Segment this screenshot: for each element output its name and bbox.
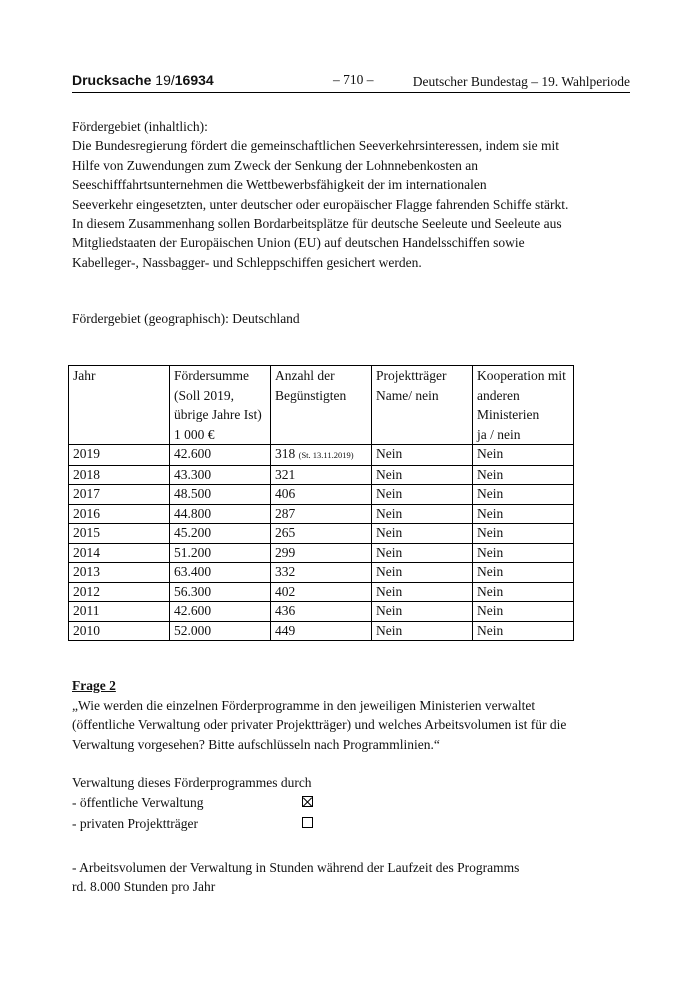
cell-traeger: Nein [372,485,473,505]
paragraph-line: Kabelleger-, Nassbagger- und Schleppschiffen gesichert werden. [72,254,422,270]
paragraph-line: Hilfe von Zuwendungen zum Zweck der Senkung der Lohnnebenkosten an [72,157,479,173]
table-row [69,543,574,563]
paragraph-line: Mitgliedstaaten der Europäischen Union (EU) auf deutschen Handelsschiffen sowie [72,235,525,251]
cell-count: 402 [271,582,372,602]
cell-sum: 56.300 [170,582,271,602]
cell-count: 449 [271,621,372,641]
cell-year: 2010 [69,621,170,641]
cell-traeger: Nein [372,543,473,563]
cell-year: 2012 [69,582,170,602]
question-line: „Wie werden die einzelnen Förderprogramme in den jeweiligen Ministerien verwaltet [72,698,536,713]
cell-kooperation: Nein [473,543,574,563]
table-row [69,465,574,485]
option-private [72,814,322,833]
cell-traeger: Nein [372,602,473,622]
cell-count: 321 [271,465,372,485]
cell-year: 2015 [69,524,170,544]
frage2-title: Frage 2 [72,678,116,693]
cell-kooperation: Nein [473,485,574,505]
option-private-label: - privaten Projektträger [72,816,198,831]
cell-sum: 52.000 [170,621,271,641]
cell-count: 318 (St. 13.11.2019) [271,445,372,466]
table-row [69,582,574,602]
cell-traeger: Nein [372,504,473,524]
cell-sum: 51.200 [170,543,271,563]
cell-kooperation: Nein [473,524,574,544]
cell-kooperation: Nein [473,563,574,583]
paragraph-line: Seeverkehr eingesetzten, unter deutscher oder europäischer Flagge fahrenden Schiffe stärkt. [72,196,569,212]
cell-sum: 63.400 [170,563,271,583]
cell-year: 2017 [69,485,170,505]
table-row [69,563,574,583]
header-title: Deutscher Bundestag – 19. Wahlperiode [412,74,630,89]
cell-traeger: Nein [372,465,473,485]
cell-traeger: Nein [372,563,473,583]
header-cell-projekttraeger: Projektträger Name/ nein [372,366,473,445]
cell-kooperation: Nein [473,602,574,622]
verwaltung-heading: Verwaltung dieses Förderprogrammes durch [72,775,312,790]
cell-sum: 43.300 [170,465,271,485]
question-line: Verwaltung vorgesehen? Bitte aufschlüsseln nach Programmlinien.“ [72,736,440,752]
table-row [69,445,574,466]
cell-kooperation: Nein [473,582,574,602]
paragraph-line: In diesem Zusammenhang sollen Bordarbeitsplätze für deutsche Seeleute und Seeleute aus [72,216,562,232]
cell-sum: 42.600 [170,445,271,466]
frage2-text [72,696,632,754]
header-cell-foerdersumme: Fördersumme (Soll 2019, übrige Jahre Ist) 1 000 € [170,366,271,445]
cell-traeger: Nein [372,524,473,544]
page-header [72,70,630,93]
cell-year: 2011 [69,602,170,622]
cell-year: 2018 [69,465,170,485]
arbeitsvolumen-section [72,858,632,897]
foerdergebiet-inhalt-section [72,117,632,272]
header-cell-anzahl: Anzahl der Begünstigten [271,366,372,445]
cell-sum: 48.500 [170,485,271,505]
checked-checkbox-icon[interactable] [302,796,313,807]
arbeitsvolumen-label: - Arbeitsvolumen der Verwaltung in Stunden während der Laufzeit des Programms [72,860,520,875]
table-row [69,485,574,505]
cell-year: 2013 [69,563,170,583]
cell-kooperation: Nein [473,445,574,466]
cell-kooperation: Nein [473,465,574,485]
funding-table [68,365,574,641]
option-public [72,793,322,812]
cell-traeger: Nein [372,445,473,466]
arbeitsvolumen-value: rd. 8.000 Stunden pro Jahr [72,879,216,895]
header-cell-jahr: Jahr [69,366,170,445]
cell-year: 2019 [69,445,170,466]
foerdergebiet-geo: Fördergebiet (geographisch): Deutschland [72,311,300,326]
cell-sum: 42.600 [170,602,271,622]
drucksache-label: Drucksache 19/16934 [72,72,214,88]
cell-traeger: Nein [372,621,473,641]
paragraph-line: Die Bundesregierung fördert die gemeinschaftlichen Seeverkehrsinteressen, indem sie mit [72,138,559,154]
cell-count: 287 [271,504,372,524]
table-row [69,524,574,544]
cell-traeger: Nein [372,582,473,602]
cell-count: 332 [271,563,372,583]
count-note: (St. 13.11.2019) [298,450,354,460]
unchecked-checkbox-icon[interactable] [302,817,313,828]
table-row [69,504,574,524]
cell-kooperation: Nein [473,504,574,524]
table-row [69,621,574,641]
option-public-label: - öffentliche Verwaltung [72,795,204,810]
cell-count: 406 [271,485,372,505]
paragraph-line: Seeschifffahrtsunternehmen die Wettbewerbsfähigkeit der im internationalen [72,177,487,193]
cell-count: 299 [271,543,372,563]
foerdergebiet-inhalt-heading: Fördergebiet (inhaltlich): [72,119,208,134]
header-cell-kooperation: Kooperation mit anderen Ministerien ja / nein [473,366,574,445]
page-number: – 710 – [333,72,374,87]
cell-year: 2014 [69,543,170,563]
cell-count: 265 [271,524,372,544]
cell-sum: 45.200 [170,524,271,544]
table-row [69,602,574,622]
cell-kooperation: Nein [473,621,574,641]
cell-year: 2016 [69,504,170,524]
question-line: (öffentliche Verwaltung oder privater Projektträger) und welches Arbeitsvolumen ist für die [72,717,567,733]
table-header-row [69,366,574,445]
cell-count: 436 [271,602,372,622]
cell-sum: 44.800 [170,504,271,524]
